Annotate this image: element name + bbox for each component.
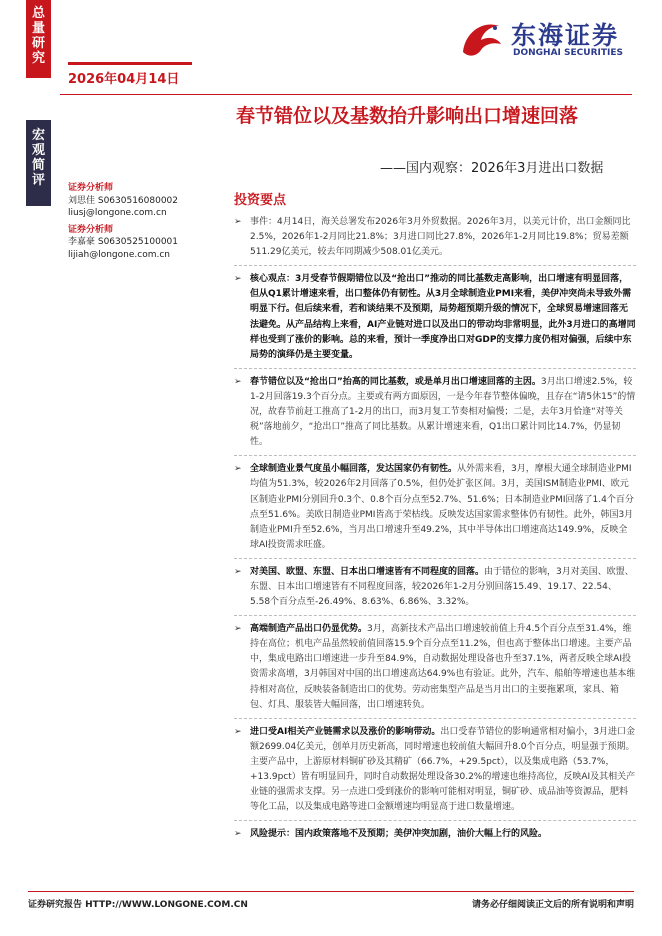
- arrow-bullet-icon: ➢: [234, 566, 242, 577]
- analyst-block: [68, 182, 218, 261]
- key-points-list: [234, 215, 636, 853]
- sidebar-tab-zongliang: [26, 0, 51, 78]
- footer-disclaimer: 请务必仔细阅读正文后的所有说明和声明: [471, 900, 634, 910]
- list-item: ➢ 风险提示：国内政策落地不及预期；美伊冲突加剧，油价大幅上行的风险。: [234, 827, 636, 847]
- date-rule: [68, 62, 192, 65]
- arrow-bullet-icon: ➢: [234, 217, 242, 227]
- analyst-name: 李嘉豪 S0630525100001: [68, 237, 179, 247]
- footer-divider: [28, 891, 634, 892]
- arrow-bullet-icon: ➢: [234, 274, 242, 285]
- analyst-email[interactable]: liusj@longone.com.cn: [68, 208, 167, 218]
- logo-english: DONGHAI SECURITIES: [513, 48, 623, 58]
- logo-chinese: 东海证券: [511, 21, 620, 50]
- dragon-logo-icon: [455, 14, 507, 64]
- arrow-bullet-icon: ➢: [234, 829, 242, 840]
- donghai-logo: [455, 14, 635, 66]
- arrow-bullet-icon: ➢: [234, 464, 242, 475]
- list-item: ➢ 事件：4月14日，海关总署发布2026年3月外贸数据。2026年3月，以美元计价，出口金额同比2.5%，2026年1-2月同比21.8%；3月进口同比27.8%，2026年1-2月同比19.8%；贸易差额511.29亿美元，较去年同期减少508.01亿美元。: [234, 215, 636, 266]
- list-item: ➢ 核心观点：3月受春节假期错位以及“抢出口”推动的同比基数走高影响，出口增速有明显回落，但从Q1累计增速来看，出口整体仍有韧性。从3月全球制造业PMI来看，美伊冲突尚未导致外需明显下行。但后续来看，若和谈结果不及预期，局势超预期升级的情况下，全球贸易增速回落无法避免。从产品结构上来看，AI产业链对进口以及出口的带动均非常明显，此外3月进口的高增同样也受到了涨价的影响。总的来看，预计一季度净出口对GDP的支撑力度仍相对偏强，后续中东局势的演绎仍是主要变量。: [234, 272, 636, 369]
- arrow-bullet-icon: ➢: [234, 726, 242, 737]
- list-item: ➢ 全球制造业景气度虽小幅回落，发达国家仍有韧性。从外需来看，3月，摩根大通全球制造业PMI均值为51.3%，较2026年2月回落了0.5%，但仍处扩张区间。3月，美国ISM制造业PMI、欧元区制造业PMI分别回升0.3个、0.8个百分点至52.7%、51.6%；日本制造业PMI回落了1.4个百分点至51.6%。美欧日制造业PMI皆高于荣枯线。反映发达国家需求整体仍有韧性。此外，韩国3月制造业PMI升至52.6%，当月出口增速升至49.2%，其中半导体出口增速高达149.9%，反映全球AI投资需求旺盛。: [234, 462, 636, 559]
- header-divider: [60, 94, 632, 95]
- sidebar-tab-hongguan: [26, 120, 51, 206]
- analyst-label: 证券分析师: [68, 224, 114, 235]
- analyst-label: 证券分析师: [68, 183, 114, 193]
- analyst-email[interactable]: lijiah@longone.com.cn: [68, 249, 170, 260]
- arrow-bullet-icon: ➢: [234, 624, 242, 635]
- list-item: ➢ 对美国、欧盟、东盟、日本出口增速皆有不同程度的回落。由于错位的影响，3月对美国、欧盟、东盟、日本出口增速皆有不同程度回落，较2026年1-2月分别回落15.49、19.17、22.54、5.58个百分点至-26.49%、8.63%、6.86%、3.32%。: [234, 565, 636, 616]
- list-item: ➢ 高端制造产品出口仍显优势。3月，高新技术产品出口增速较前值上升4.5个百分点至31.4%，维持在高位；机电产品虽然较前值回落15.9个百分点至11.2%，但也高于整体出口增速。主要产品中，集成电路出口增速进一步升至84.9%，自动数据处理设备也升至37.1%，两者反映全球AI投资需求高增，3月韩国对中国的出口增速高达64.9%也有验证。此外，汽车、船舶等增速也基本维持相对高位，反映装备制造出口的优势。劳动密集型产品是当月出口的主要拖累项，家具、箱包、灯具、服装皆大幅回落，出口增速转负。: [234, 622, 636, 719]
- list-item: ➢ 进口受AI相关产业链需求以及涨价的影响带动。出口受春节错位的影响通常相对偏小，3月进口金额2699.04亿美元，创单月历史新高，同时增速也较前值大幅回升8.0个百分点，明显强于预期。主要产品中，上游原材料铜矿砂及其精矿（66.7%，+29.5pct），以及集成电路（53.7%，+13.9pct）皆有明显回升，同时自动数据处理设备30.2%的增速也维持高位，反映AI及其相关产业链的强需求支撑。另一点进口受到涨价的影响可能相对明显，铜矿砂、成品油等资源品，肥料等化工品，以及集成电路等进口金额增速均明显高于进口数量增速。: [234, 725, 636, 822]
- report-date: 2026年04月14日: [68, 72, 180, 87]
- report-subtitle: ——国内观察：2026年3月进出口数据: [380, 161, 604, 176]
- footer-left[interactable]: 证券研究报告 HTTP://WWW.LONGONE.COM.CN: [28, 900, 248, 910]
- arrow-bullet-icon: ➢: [234, 376, 242, 387]
- sidebar-tab-label: 宏观简评: [31, 128, 45, 188]
- analyst-name: 刘思佳 S0630516080002: [68, 195, 179, 206]
- sidebar-tab-label: 总量研究: [31, 6, 45, 66]
- report-title: 春节错位以及基数抬升影响出口增速回落: [236, 105, 579, 127]
- section-heading: 投资要点: [234, 193, 287, 208]
- list-item: ➢ 春节错位以及“抢出口”抬高的同比基数，或是单月出口增速回落的主因。3月出口增速2.5%，较1-2月回落19.3个百分点。主要或有两方面原因，一是今年春节整体偏晚，且存在“请5休15”的情况，故春节前赶工推高了1-2月的出口，而3月复工节奏相对偏慢；二是，去年3月恰逢“对等关税”落地前夕，“抢出口”推高了同比基数。从累计增速来看，Q1出口累计同比14.7%，仍显韧性。: [234, 375, 636, 456]
